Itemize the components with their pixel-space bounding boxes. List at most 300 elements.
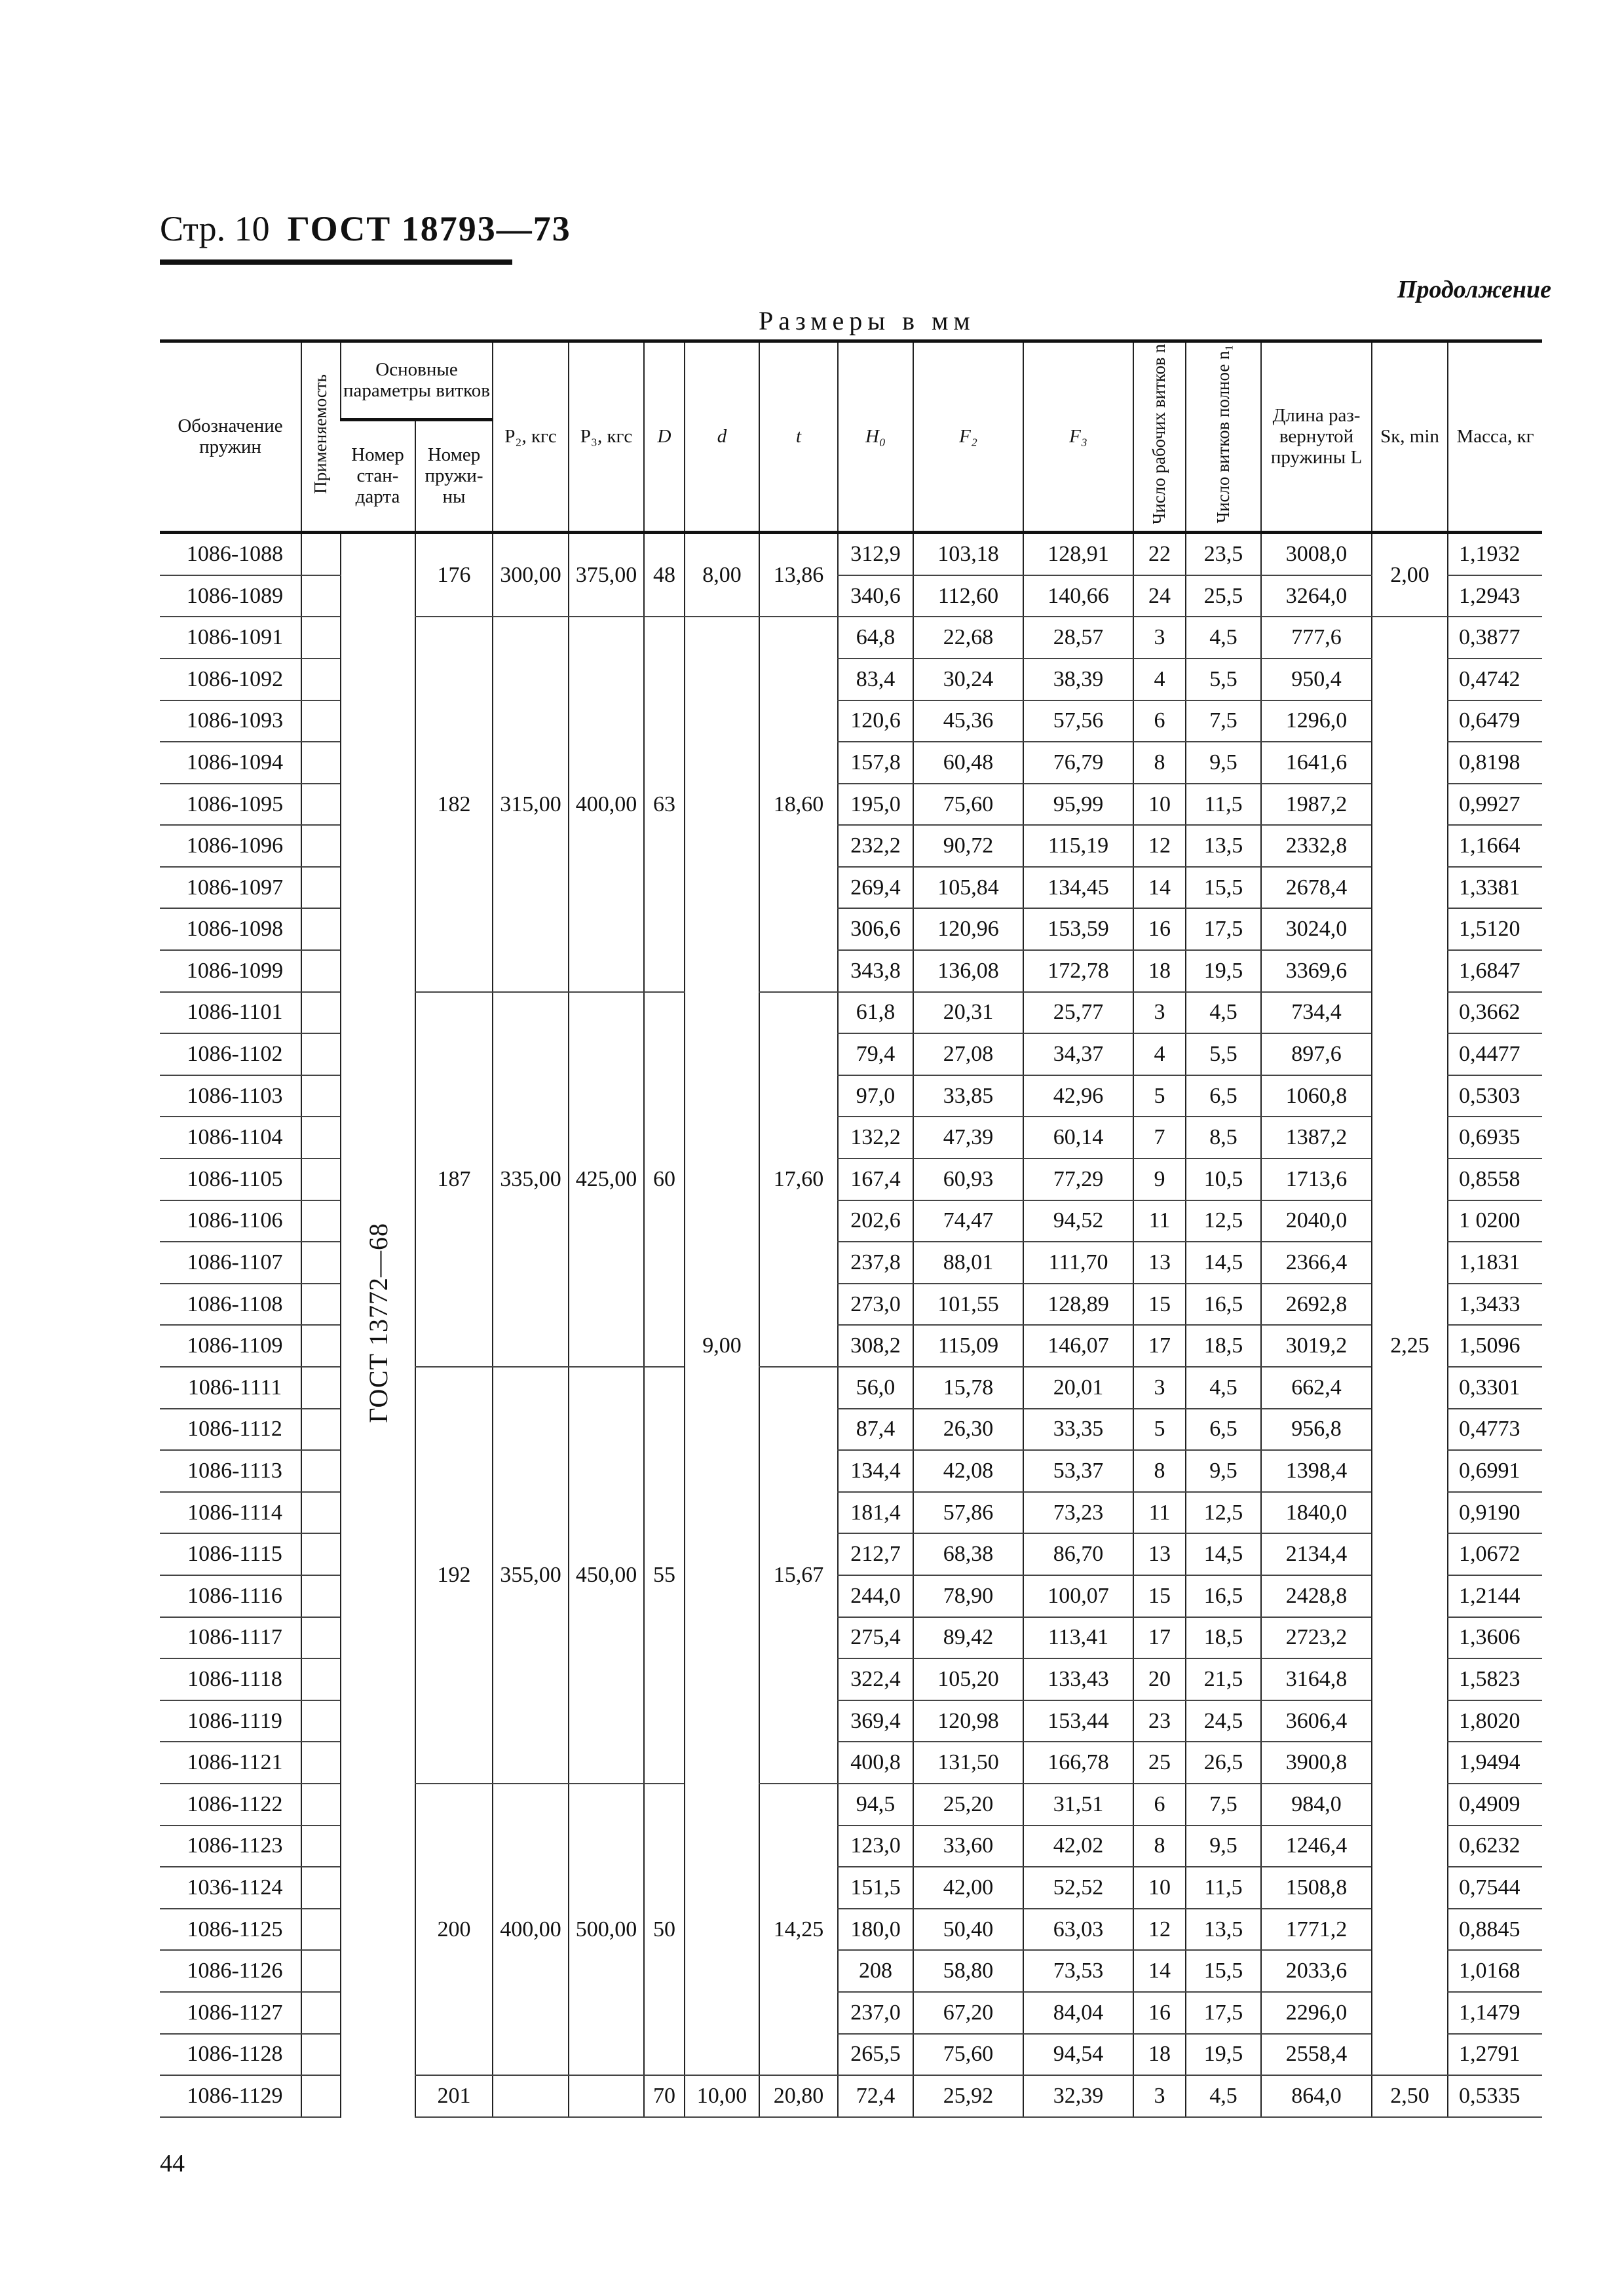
cell-l: 897,6 bbox=[1261, 1033, 1372, 1075]
cell-f2: 105,20 bbox=[913, 1658, 1023, 1700]
cell-applicability bbox=[301, 700, 341, 742]
col-std-number: Номер стан-дарта bbox=[341, 420, 415, 533]
cell-f2: 42,00 bbox=[913, 1867, 1023, 1909]
cell-f3: 20,01 bbox=[1023, 1367, 1133, 1409]
cell-applicability bbox=[301, 1367, 341, 1409]
cell-n: 6 bbox=[1133, 1784, 1186, 1826]
cell-applicability bbox=[301, 1909, 341, 1951]
cell-mass: 1,1932 bbox=[1448, 533, 1542, 575]
col-n1: Число витков полное n₁ bbox=[1186, 341, 1261, 533]
cell-designation: 1086-1108 bbox=[160, 1284, 301, 1326]
cell-f2: 60,93 bbox=[913, 1158, 1023, 1200]
table-body bbox=[160, 533, 1542, 2117]
cell-t: 20,80 bbox=[759, 2075, 838, 2117]
cell-applicability bbox=[301, 659, 341, 700]
cell-l: 3264,0 bbox=[1261, 575, 1372, 617]
cell-applicability bbox=[301, 950, 341, 992]
cell-applicability bbox=[301, 533, 341, 575]
cell-f2: 75,60 bbox=[913, 2034, 1023, 2076]
cell-n: 11 bbox=[1133, 1200, 1186, 1242]
cell-n: 17 bbox=[1133, 1325, 1186, 1367]
cell-applicability bbox=[301, 784, 341, 826]
cell-h0: 157,8 bbox=[838, 742, 913, 784]
cell-applicability bbox=[301, 1867, 341, 1909]
cell-designation: 1086-1118 bbox=[160, 1658, 301, 1700]
cell-l: 1641,6 bbox=[1261, 742, 1372, 784]
cell-mass: 0,4477 bbox=[1448, 1033, 1542, 1075]
cell-p2: 355,00 bbox=[493, 1367, 569, 1784]
cell-l: 1987,2 bbox=[1261, 784, 1372, 826]
cell-f2: 103,18 bbox=[913, 533, 1023, 575]
cell-f3: 73,23 bbox=[1023, 1492, 1133, 1534]
cell-f2: 25,92 bbox=[913, 2075, 1023, 2117]
cell-designation: 1086-1091 bbox=[160, 617, 301, 659]
cell-l: 2296,0 bbox=[1261, 1992, 1372, 2034]
col-H0: H₀ bbox=[838, 341, 913, 533]
cell-f2: 90,72 bbox=[913, 825, 1023, 867]
cell-f3: 86,70 bbox=[1023, 1533, 1133, 1575]
cell-n: 18 bbox=[1133, 2034, 1186, 2076]
cell-f3: 25,77 bbox=[1023, 992, 1133, 1034]
cell-mass: 0,6232 bbox=[1448, 1826, 1542, 1867]
cell-applicability bbox=[301, 867, 341, 909]
cell-n1: 7,5 bbox=[1186, 1784, 1261, 1826]
standard-label: ГОСТ 13772—68 bbox=[363, 1222, 393, 1423]
cell-designation: 1086-1111 bbox=[160, 1367, 301, 1409]
cell-f2: 58,80 bbox=[913, 1950, 1023, 1992]
cell-p3: 375,00 bbox=[569, 533, 644, 617]
cell-f3: 42,02 bbox=[1023, 1826, 1133, 1867]
cell-h0: 343,8 bbox=[838, 950, 913, 992]
col-t: t bbox=[759, 341, 838, 533]
cell-p3: 400,00 bbox=[569, 617, 644, 991]
cell-n: 3 bbox=[1133, 992, 1186, 1034]
cell-h0: 134,4 bbox=[838, 1450, 913, 1492]
col-designation: Обозначение пружин bbox=[160, 341, 301, 533]
cell-mass: 1,3433 bbox=[1448, 1284, 1542, 1326]
cell-n1: 16,5 bbox=[1186, 1284, 1261, 1326]
cell-d: 48 bbox=[644, 533, 685, 617]
cell-f3: 115,19 bbox=[1023, 825, 1133, 867]
cell-f3: 111,70 bbox=[1023, 1242, 1133, 1284]
cell-f3: 128,89 bbox=[1023, 1284, 1133, 1326]
cell-n: 6 bbox=[1133, 700, 1186, 742]
cell-mass: 0,3877 bbox=[1448, 617, 1542, 659]
cell-n: 11 bbox=[1133, 1492, 1186, 1534]
cell-p3: 450,00 bbox=[569, 1367, 644, 1784]
cell-p2 bbox=[493, 2075, 569, 2117]
cell-n1: 9,5 bbox=[1186, 1450, 1261, 1492]
cell-l: 1508,8 bbox=[1261, 1867, 1372, 1909]
cell-n1: 15,5 bbox=[1186, 1950, 1261, 1992]
cell-n: 18 bbox=[1133, 950, 1186, 992]
cell-mass: 1 0200 bbox=[1448, 1200, 1542, 1242]
cell-designation: 1086-1121 bbox=[160, 1742, 301, 1784]
cell-designation: 1086-1102 bbox=[160, 1033, 301, 1075]
cell-f3: 84,04 bbox=[1023, 1992, 1133, 2034]
cell-designation: 1086-1109 bbox=[160, 1325, 301, 1367]
cell-mass: 1,6847 bbox=[1448, 950, 1542, 992]
cell-p2: 300,00 bbox=[493, 533, 569, 617]
cell-designation: 1036-1124 bbox=[160, 1867, 301, 1909]
cell-applicability bbox=[301, 1033, 341, 1075]
table-row bbox=[160, 533, 1542, 575]
cell-f2: 33,60 bbox=[913, 1826, 1023, 1867]
cell-f3: 33,35 bbox=[1023, 1409, 1133, 1451]
cell-f2: 47,39 bbox=[913, 1117, 1023, 1158]
cell-l: 2332,8 bbox=[1261, 825, 1372, 867]
cell-f2: 20,31 bbox=[913, 992, 1023, 1034]
cell-h0: 212,7 bbox=[838, 1533, 913, 1575]
cell-f3: 73,53 bbox=[1023, 1950, 1133, 1992]
cell-n1: 4,5 bbox=[1186, 992, 1261, 1034]
cell-n: 12 bbox=[1133, 825, 1186, 867]
cell-d: 55 bbox=[644, 1367, 685, 1784]
cell-mass: 0,4742 bbox=[1448, 659, 1542, 700]
cell-mass: 1,1479 bbox=[1448, 1992, 1542, 2034]
cell-applicability bbox=[301, 1117, 341, 1158]
cell-h0: 151,5 bbox=[838, 1867, 913, 1909]
cell-spring-number: 201 bbox=[415, 2075, 493, 2117]
cell-l: 2134,4 bbox=[1261, 1533, 1372, 1575]
cell-f3: 153,44 bbox=[1023, 1700, 1133, 1742]
cell-designation: 1086-1104 bbox=[160, 1117, 301, 1158]
cell-h0: 306,6 bbox=[838, 908, 913, 950]
cell-mass: 1,9494 bbox=[1448, 1742, 1542, 1784]
cell-t: 13,86 bbox=[759, 533, 838, 617]
col-F2: F₂ bbox=[913, 341, 1023, 533]
cell-l: 1771,2 bbox=[1261, 1909, 1372, 1951]
cell-spring-number: 192 bbox=[415, 1367, 493, 1784]
cell-n: 5 bbox=[1133, 1075, 1186, 1117]
cell-mass: 1,0168 bbox=[1448, 1950, 1542, 1992]
cell-applicability bbox=[301, 1158, 341, 1200]
cell-mass: 1,3606 bbox=[1448, 1617, 1542, 1659]
cell-l: 3024,0 bbox=[1261, 908, 1372, 950]
cell-n1: 11,5 bbox=[1186, 784, 1261, 826]
col-d: d bbox=[685, 341, 759, 533]
cell-h0: 195,0 bbox=[838, 784, 913, 826]
cell-l: 2692,8 bbox=[1261, 1284, 1372, 1326]
cell-n1: 7,5 bbox=[1186, 700, 1261, 742]
cell-f2: 112,60 bbox=[913, 575, 1023, 617]
cell-n1: 11,5 bbox=[1186, 1867, 1261, 1909]
cell-f3: 34,37 bbox=[1023, 1033, 1133, 1075]
cell-l: 2558,4 bbox=[1261, 2034, 1372, 2076]
cell-applicability bbox=[301, 1575, 341, 1617]
col-sk: Sк, min bbox=[1372, 341, 1448, 533]
cell-f2: 88,01 bbox=[913, 1242, 1023, 1284]
cell-designation: 1086-1106 bbox=[160, 1200, 301, 1242]
cell-applicability bbox=[301, 1200, 341, 1242]
cell-h0: 322,4 bbox=[838, 1658, 913, 1700]
cell-n: 24 bbox=[1133, 575, 1186, 617]
cell-p2: 315,00 bbox=[493, 617, 569, 991]
cell-applicability bbox=[301, 1700, 341, 1742]
cell-mass: 1,5823 bbox=[1448, 1658, 1542, 1700]
col-n: Число рабочих витков n bbox=[1133, 341, 1186, 533]
cell-n: 17 bbox=[1133, 1617, 1186, 1659]
cell-n: 8 bbox=[1133, 1450, 1186, 1492]
cell-p3: 500,00 bbox=[569, 1784, 644, 2075]
cell-l: 2040,0 bbox=[1261, 1200, 1372, 1242]
cell-h0: 273,0 bbox=[838, 1284, 913, 1326]
cell-applicability bbox=[301, 1284, 341, 1326]
cell-h0: 56,0 bbox=[838, 1367, 913, 1409]
cell-mass: 1,1664 bbox=[1448, 825, 1542, 867]
cell-n: 22 bbox=[1133, 533, 1186, 575]
cell-l: 3164,8 bbox=[1261, 1658, 1372, 1700]
cell-n1: 17,5 bbox=[1186, 1992, 1261, 2034]
cell-d: 9,00 bbox=[685, 617, 759, 2075]
cell-sk: 2,00 bbox=[1372, 533, 1448, 617]
cell-n1: 26,5 bbox=[1186, 1742, 1261, 1784]
cell-f3: 166,78 bbox=[1023, 1742, 1133, 1784]
cell-f3: 133,43 bbox=[1023, 1658, 1133, 1700]
cell-f3: 32,39 bbox=[1023, 2075, 1133, 2117]
cell-h0: 340,6 bbox=[838, 575, 913, 617]
cell-h0: 132,2 bbox=[838, 1117, 913, 1158]
cell-applicability bbox=[301, 1242, 341, 1284]
cell-designation: 1086-1114 bbox=[160, 1492, 301, 1534]
cell-l: 777,6 bbox=[1261, 617, 1372, 659]
cell-designation: 1086-1125 bbox=[160, 1909, 301, 1951]
cell-f3: 153,59 bbox=[1023, 908, 1133, 950]
cell-h0: 181,4 bbox=[838, 1492, 913, 1534]
cell-h0: 208 bbox=[838, 1950, 913, 1992]
cell-l: 3369,6 bbox=[1261, 950, 1372, 992]
cell-t: 14,25 bbox=[759, 1784, 838, 2075]
cell-n: 13 bbox=[1133, 1242, 1186, 1284]
cell-h0: 87,4 bbox=[838, 1409, 913, 1451]
cell-applicability bbox=[301, 1784, 341, 1826]
col-p2: P₂, кгс bbox=[493, 341, 569, 533]
cell-designation: 1086-1119 bbox=[160, 1700, 301, 1742]
cell-f3: 53,37 bbox=[1023, 1450, 1133, 1492]
cell-l: 1246,4 bbox=[1261, 1826, 1372, 1867]
col-applicability: Применяемость bbox=[301, 341, 341, 533]
cell-designation: 1086-1095 bbox=[160, 784, 301, 826]
cell-l: 2428,8 bbox=[1261, 1575, 1372, 1617]
cell-mass: 1,2144 bbox=[1448, 1575, 1542, 1617]
cell-applicability bbox=[301, 1617, 341, 1659]
cell-p3: 425,00 bbox=[569, 992, 644, 1367]
cell-f2: 26,30 bbox=[913, 1409, 1023, 1451]
cell-n1: 4,5 bbox=[1186, 617, 1261, 659]
cell-mass: 1,8020 bbox=[1448, 1700, 1542, 1742]
cell-n: 8 bbox=[1133, 1826, 1186, 1867]
cell-f3: 76,79 bbox=[1023, 742, 1133, 784]
cell-h0: 167,4 bbox=[838, 1158, 913, 1200]
cell-n: 3 bbox=[1133, 1367, 1186, 1409]
cell-h0: 97,0 bbox=[838, 1075, 913, 1117]
cell-h0: 61,8 bbox=[838, 992, 913, 1034]
cell-spring-number: 176 bbox=[415, 533, 493, 617]
cell-f2: 78,90 bbox=[913, 1575, 1023, 1617]
cell-h0: 120,6 bbox=[838, 700, 913, 742]
cell-designation: 1086-1089 bbox=[160, 575, 301, 617]
cell-designation: 1086-1094 bbox=[160, 742, 301, 784]
cell-n: 20 bbox=[1133, 1658, 1186, 1700]
col-spring-number: Номер пружи-ны bbox=[415, 420, 493, 533]
cell-applicability bbox=[301, 575, 341, 617]
cell-f3: 60,14 bbox=[1023, 1117, 1133, 1158]
cell-n1: 16,5 bbox=[1186, 1575, 1261, 1617]
cell-n: 5 bbox=[1133, 1409, 1186, 1451]
cell-designation: 1086-1113 bbox=[160, 1450, 301, 1492]
col-D: D bbox=[644, 341, 685, 533]
cell-n1: 13,5 bbox=[1186, 1909, 1261, 1951]
cell-f2: 101,55 bbox=[913, 1284, 1023, 1326]
cell-f3: 100,07 bbox=[1023, 1575, 1133, 1617]
cell-t: 18,60 bbox=[759, 617, 838, 991]
cell-designation: 1086-1116 bbox=[160, 1575, 301, 1617]
cell-designation: 1086-1128 bbox=[160, 2034, 301, 2076]
cell-n1: 12,5 bbox=[1186, 1200, 1261, 1242]
units-caption: Размеры в мм bbox=[759, 306, 975, 335]
cell-h0: 64,8 bbox=[838, 617, 913, 659]
cell-n1: 9,5 bbox=[1186, 1826, 1261, 1867]
cell-mass: 0,8198 bbox=[1448, 742, 1542, 784]
cell-t: 15,67 bbox=[759, 1367, 838, 1784]
cell-designation: 1086-1088 bbox=[160, 533, 301, 575]
cell-n1: 5,5 bbox=[1186, 659, 1261, 700]
cell-l: 3606,4 bbox=[1261, 1700, 1372, 1742]
cell-applicability bbox=[301, 1450, 341, 1492]
cell-designation: 1086-1123 bbox=[160, 1826, 301, 1867]
cell-f3: 95,99 bbox=[1023, 784, 1133, 826]
col-p3: P₃, кгс bbox=[569, 341, 644, 533]
cell-l: 956,8 bbox=[1261, 1409, 1372, 1451]
cell-h0: 265,5 bbox=[838, 2034, 913, 2076]
cell-n1: 4,5 bbox=[1186, 1367, 1261, 1409]
cell-f3: 113,41 bbox=[1023, 1617, 1133, 1659]
cell-f3: 128,91 bbox=[1023, 533, 1133, 575]
cell-f3: 28,57 bbox=[1023, 617, 1133, 659]
cell-applicability bbox=[301, 1492, 341, 1534]
cell-t: 17,60 bbox=[759, 992, 838, 1367]
cell-applicability bbox=[301, 908, 341, 950]
cell-f3: 38,39 bbox=[1023, 659, 1133, 700]
cell-f3: 42,96 bbox=[1023, 1075, 1133, 1117]
cell-d: 10,00 bbox=[685, 2075, 759, 2117]
cell-n1: 4,5 bbox=[1186, 2075, 1261, 2117]
cell-f2: 75,60 bbox=[913, 784, 1023, 826]
cell-h0: 237,8 bbox=[838, 1242, 913, 1284]
cell-f2: 45,36 bbox=[913, 700, 1023, 742]
cell-f2: 33,85 bbox=[913, 1075, 1023, 1117]
cell-n1: 17,5 bbox=[1186, 908, 1261, 950]
cell-applicability bbox=[301, 992, 341, 1034]
cell-f2: 89,42 bbox=[913, 1617, 1023, 1659]
cell-l: 1713,6 bbox=[1261, 1158, 1372, 1200]
cell-h0: 312,9 bbox=[838, 533, 913, 575]
col-group-main-params: Основные параметры витков bbox=[341, 341, 493, 420]
cell-mass: 1,1831 bbox=[1448, 1242, 1542, 1284]
cell-n1: 19,5 bbox=[1186, 950, 1261, 992]
cell-f2: 120,96 bbox=[913, 908, 1023, 950]
cell-h0: 72,4 bbox=[838, 2075, 913, 2117]
cell-mass: 0,5303 bbox=[1448, 1075, 1542, 1117]
cell-applicability bbox=[301, 1533, 341, 1575]
cell-n1: 18,5 bbox=[1186, 1617, 1261, 1659]
cell-designation: 1086-1117 bbox=[160, 1617, 301, 1659]
cell-designation: 1086-1127 bbox=[160, 1992, 301, 2034]
cell-n: 7 bbox=[1133, 1117, 1186, 1158]
cell-mass: 0,5335 bbox=[1448, 2075, 1542, 2117]
cell-n: 12 bbox=[1133, 1909, 1186, 1951]
cell-l: 1398,4 bbox=[1261, 1450, 1372, 1492]
cell-n1: 10,5 bbox=[1186, 1158, 1261, 1200]
continuation-label: Продолжение bbox=[1397, 276, 1551, 303]
cell-n1: 14,5 bbox=[1186, 1242, 1261, 1284]
cell-mass: 1,2791 bbox=[1448, 2034, 1542, 2076]
cell-n: 10 bbox=[1133, 784, 1186, 826]
cell-n: 3 bbox=[1133, 2075, 1186, 2117]
cell-designation: 1086-1103 bbox=[160, 1075, 301, 1117]
cell-designation: 1086-1126 bbox=[160, 1950, 301, 1992]
cell-designation: 1086-1092 bbox=[160, 659, 301, 700]
cell-f2: 60,48 bbox=[913, 742, 1023, 784]
cell-f3: 31,51 bbox=[1023, 1784, 1133, 1826]
cell-mass: 0,9190 bbox=[1448, 1492, 1542, 1534]
cell-n1: 24,5 bbox=[1186, 1700, 1261, 1742]
cell-applicability bbox=[301, 742, 341, 784]
cell-spring-number: 182 bbox=[415, 617, 493, 991]
cell-mass: 1,0672 bbox=[1448, 1533, 1542, 1575]
cell-designation: 1086-1129 bbox=[160, 2075, 301, 2117]
cell-f3: 94,52 bbox=[1023, 1200, 1133, 1242]
cell-designation: 1086-1101 bbox=[160, 992, 301, 1034]
cell-f3: 77,29 bbox=[1023, 1158, 1133, 1200]
cell-f2: 25,20 bbox=[913, 1784, 1023, 1826]
cell-n: 16 bbox=[1133, 908, 1186, 950]
cell-applicability bbox=[301, 1950, 341, 1992]
cell-designation: 1086-1097 bbox=[160, 867, 301, 909]
cell-f2: 30,24 bbox=[913, 659, 1023, 700]
cell-d: 50 bbox=[644, 1784, 685, 2075]
cell-n1: 6,5 bbox=[1186, 1409, 1261, 1451]
cell-n1: 14,5 bbox=[1186, 1533, 1261, 1575]
cell-applicability bbox=[301, 1409, 341, 1451]
cell-l: 1840,0 bbox=[1261, 1492, 1372, 1534]
cell-f2: 42,08 bbox=[913, 1450, 1023, 1492]
cell-f3: 57,56 bbox=[1023, 700, 1133, 742]
cell-l: 2678,4 bbox=[1261, 867, 1372, 909]
cell-mass: 0,6479 bbox=[1448, 700, 1542, 742]
cell-mass: 0,8845 bbox=[1448, 1909, 1542, 1951]
cell-mass: 0,9927 bbox=[1448, 784, 1542, 826]
cell-mass: 0,4909 bbox=[1448, 1784, 1542, 1826]
cell-n: 25 bbox=[1133, 1742, 1186, 1784]
cell-n: 16 bbox=[1133, 1992, 1186, 2034]
cell-h0: 180,0 bbox=[838, 1909, 913, 1951]
cell-n: 3 bbox=[1133, 617, 1186, 659]
cell-sk: 2,50 bbox=[1372, 2075, 1448, 2117]
cell-n1: 9,5 bbox=[1186, 742, 1261, 784]
cell-mass: 1,5120 bbox=[1448, 908, 1542, 950]
cell-f3: 146,07 bbox=[1023, 1325, 1133, 1367]
cell-l: 3019,2 bbox=[1261, 1325, 1372, 1367]
cell-l: 2033,6 bbox=[1261, 1950, 1372, 1992]
cell-h0: 123,0 bbox=[838, 1826, 913, 1867]
cell-mass: 0,3662 bbox=[1448, 992, 1542, 1034]
header-rule bbox=[160, 259, 512, 265]
cell-h0: 94,5 bbox=[838, 1784, 913, 1826]
cell-f2: 74,47 bbox=[913, 1200, 1023, 1242]
cell-sk: 2,25 bbox=[1372, 617, 1448, 2075]
cell-applicability bbox=[301, 2075, 341, 2117]
